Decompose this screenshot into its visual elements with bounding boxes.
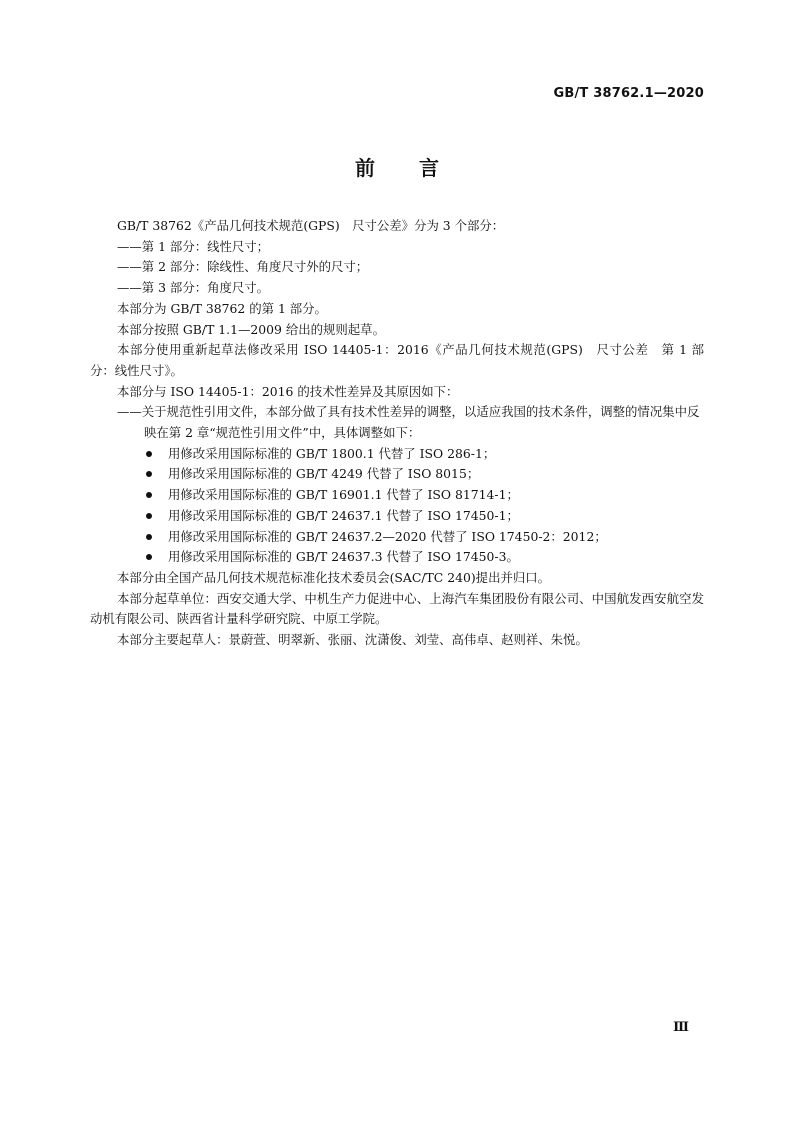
foreword-body: [90, 216, 704, 651]
dash-item-normative-refs: ——关于规范性引用文件，本部分做了具有技术性差异的调整，以适应我国的技术条件，调整的情况集中反映在第 2 章“规范性引用文件”中，具体调整如下：: [117, 404, 700, 441]
list-item-text: 用修改采用国际标准的 GB/T 1800.1 代替了 ISO 286-1；: [168, 445, 496, 461]
paragraph-drafters: 本部分主要起草人：景蔚萱、明翠新、张丽、沈潇俊、刘莹、高伟卓、赵则祥、朱悦。: [117, 632, 588, 648]
list-item: [90, 547, 704, 568]
paragraph-adoption: 本部分使用重新起草法修改采用 ISO 14405-1：2016《产品几何技术规范(GPS) 尺寸公差 第 1 部分：线性尺寸》。: [90, 342, 704, 378]
paragraph-differences: 本部分与 ISO 14405-1：2016 的技术性差异及其原因如下：: [117, 383, 459, 399]
bullet-dot-icon: [146, 554, 152, 560]
list-item-text: 用修改采用国际标准的 GB/T 16901.1 代替了 ISO 81714-1；: [168, 487, 519, 503]
bullet-dot-icon: [146, 492, 152, 498]
list-item: [90, 444, 704, 465]
bullet-list: [90, 444, 704, 568]
paragraph-drafting-units: 本部分起草单位：西安交通大学、中机生产力促进中心、上海汽车集团股份有限公司、中国航发西安航空发动机有限公司、陕西省计量科学研究院、中原工学院。: [90, 590, 704, 627]
list-item-text: 用修改采用国际标准的 GB/T 4249 代替了 ISO 8015；: [168, 466, 480, 482]
list-item-text: 用修改采用国际标准的 GB/T 24637.2—2020 代替了 ISO 17450-2：2012；: [168, 528, 607, 544]
page-number: Ⅲ: [673, 1020, 689, 1035]
page-title: 前言: [355, 156, 483, 180]
dash-item-part-1: ——第 1 部分：线性尺寸；: [117, 238, 270, 254]
list-item-text: 用修改采用国际标准的 GB/T 24637.3 代替了 ISO 17450-3。: [168, 549, 519, 565]
paragraph-this-part: 本部分为 GB/T 38762 的第 1 部分。: [117, 300, 327, 316]
dash-item-part-2: ——第 2 部分：除线性、角度尺寸外的尺寸；: [117, 259, 369, 275]
bullet-dot-icon: [146, 451, 152, 457]
paragraph-drafting-rules: 本部分按照 GB/T 1.1—2009 给出的规则起草。: [117, 321, 385, 337]
bullet-dot-icon: [146, 534, 152, 540]
list-item-text: 用修改采用国际标准的 GB/T 24637.1 代替了 ISO 17450-1；: [168, 507, 519, 523]
bullet-dot-icon: [146, 513, 152, 519]
list-item: [90, 485, 704, 506]
list-item: [90, 506, 704, 527]
list-item: [90, 464, 704, 485]
paragraph-parts-intro: GB/T 38762《产品几何技术规范(GPS) 尺寸公差》分为 3 个部分：: [117, 218, 505, 233]
standard-number: GB/T 38762.1—2020: [553, 86, 704, 101]
list-item: [90, 527, 704, 548]
dash-item-part-3: ——第 3 部分：角度尺寸。: [117, 280, 270, 296]
paragraph-proposer: 本部分由全国产品几何技术规范标准化技术委员会(SAC/TC 240)提出并归口。: [117, 569, 551, 585]
bullet-dot-icon: [146, 471, 152, 477]
